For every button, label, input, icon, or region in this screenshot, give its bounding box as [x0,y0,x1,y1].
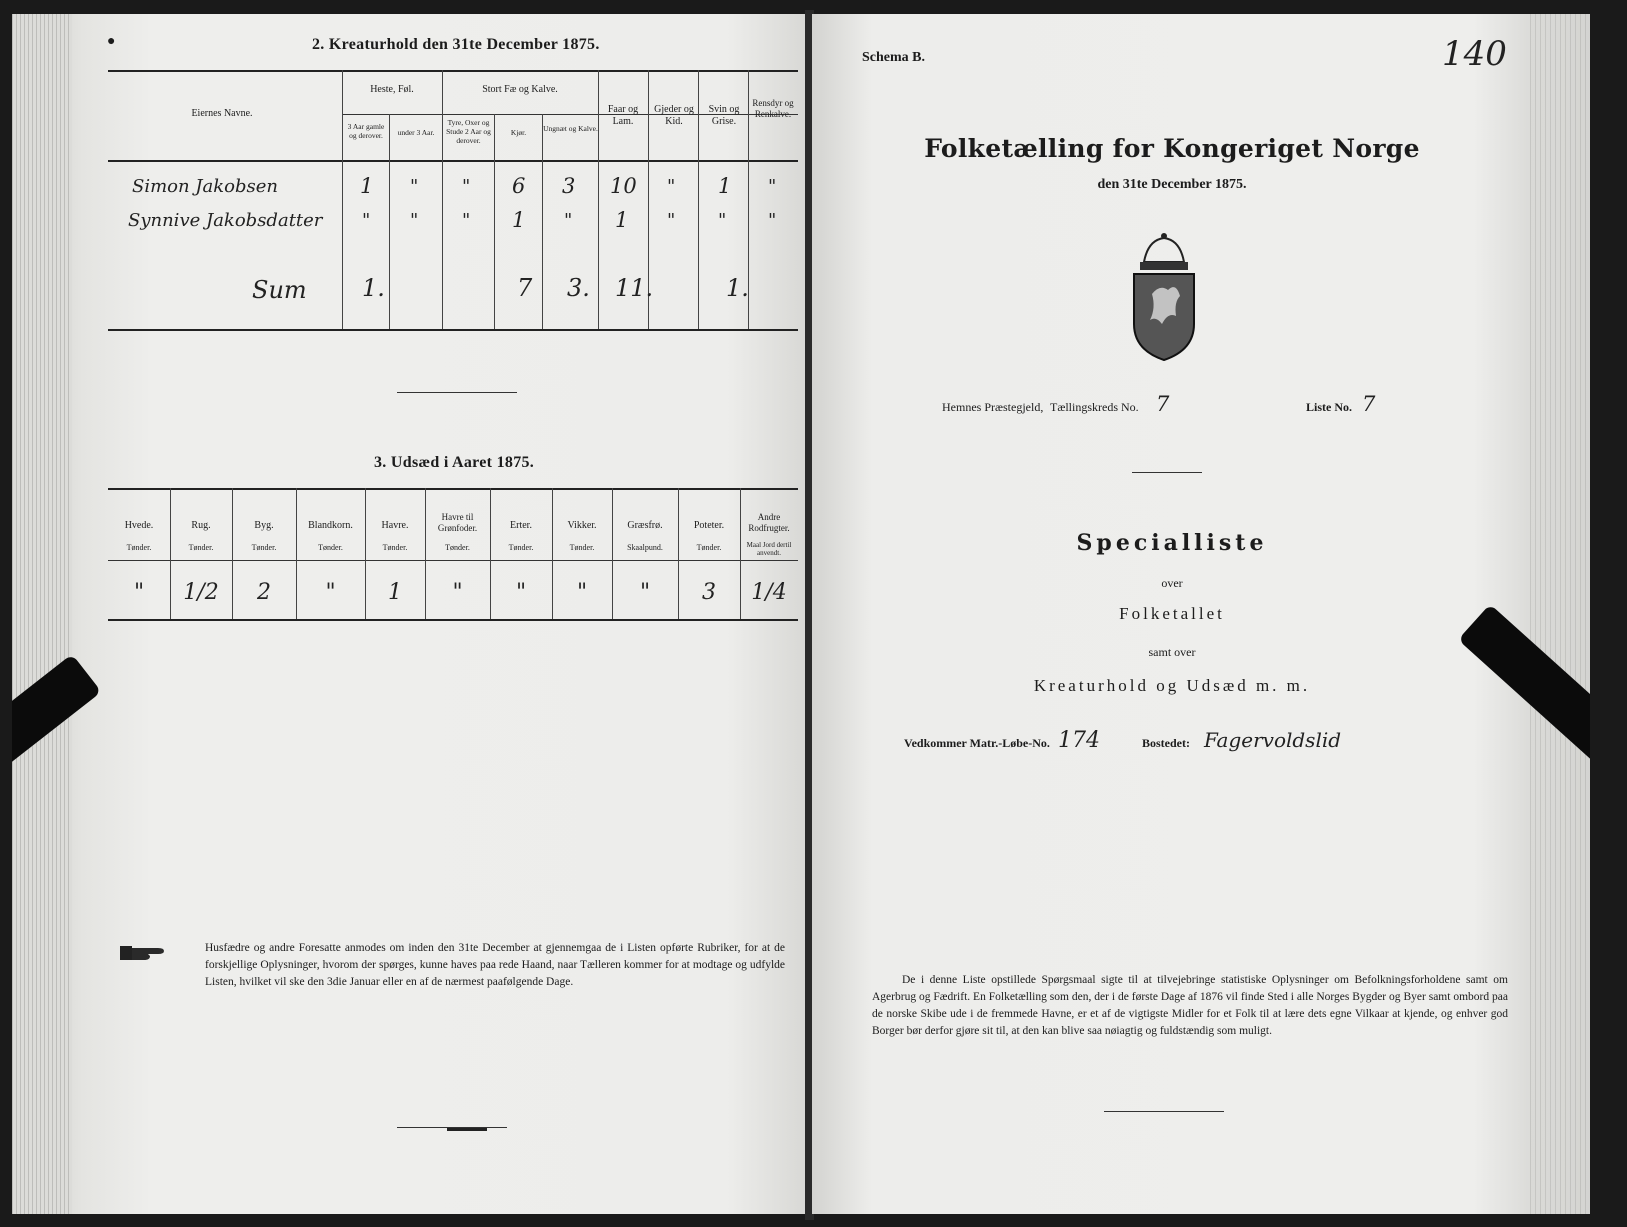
udsaed-value: " [133,580,145,605]
cell-value: " [462,176,471,197]
owner-name: Simon Jakobsen [132,176,279,197]
table-rule [108,329,798,331]
cell-value: " [718,210,727,231]
udsaed-header: Vikker. [567,520,597,531]
table-col [698,70,699,329]
udsaed-header: Havre til Grønfoder. [437,512,478,533]
sum-label: Sum [252,276,307,304]
cell-value: " [768,176,777,197]
census-date: den 31te December 1875. [1097,177,1247,192]
section3-title: 3. Udsæd i Aaret 1875. [374,454,535,471]
udsaed-unit: Tønder. [251,543,277,552]
samt-over-text: samt over [1148,645,1196,659]
table-rule [108,560,798,561]
sum-value: 1. [726,274,749,302]
cell-value: " [362,210,371,231]
udsaed-value: " [515,580,527,605]
header-horses-old: 3 Aar gamle og derover. [347,122,385,140]
purpose-text: De i denne Liste opstillede Spørgsmaal sigte til at tilvejebringe statistiske Oplysninger om Befolkningsforholdene samt om Agerbrug og Fædrift. En Folketælling som den, der i de første Dage af 1876 vil finde Sted i alle Norges Bygder og Byer samt ombord paa de norske Skibe ude i de fremmede Havne, er et af de vigtigste Midler for et Folk til at lære dets egne Vilkaar at kjende, og enhver god Borger bør derfor gjøre sit til, at den kan blive saa nøiagtig og fuldstændig som muligt. [872,974,1508,1037]
table-rule [108,70,798,72]
header-owner: Eiernes Navne. [191,108,253,119]
cell-value: 3 [562,174,576,198]
liste-label: Liste No. [1306,400,1352,414]
cell-value: " [462,210,471,231]
cell-value: " [410,210,419,231]
kreds-value: 7 [1156,392,1170,416]
header-horses-young: under 3 Aar. [397,128,435,137]
divider-mark [447,1128,487,1131]
udsaed-value: " [325,580,336,605]
udsaed-header: Erter. [510,520,532,531]
liste-value: 7 [1362,392,1376,416]
table-rule [108,488,798,490]
table-rule [108,160,798,162]
section2-title: 2. Kreaturhold den 31te December 1875. [312,36,600,53]
cell-value: 6 [512,174,526,198]
cell-value: 1 [718,174,732,198]
udsaed-value: 3 [702,580,716,605]
udsaed-unit: Tønder. [569,543,595,552]
cell-value: " [667,210,676,231]
udsaed-header: Hvede. [124,520,154,531]
pointing-hand-icon [118,942,168,969]
udsaed-unit: Maal Jord dertil anvendt. [746,541,792,557]
table-col [542,114,543,329]
divider [1104,1111,1224,1112]
sum-value: 7 [517,274,533,302]
table-col [342,70,343,329]
header-horses: Heste, Føl. [370,84,414,95]
cell-value: 10 [610,174,637,198]
header-reindeer: Rensdyr og Renkalve. [752,98,794,119]
udsaed-unit: Tønder. [318,543,343,552]
udsaed-value: " [639,580,651,605]
divider [397,392,517,393]
over-text: over [1161,576,1183,590]
coat-of-arms-icon [1122,232,1206,369]
table-col [389,114,390,329]
udsaed-value: 1 [388,580,402,605]
sum-value: 11. [615,274,654,302]
udsaed-header: Rug. [191,520,211,531]
divider [1132,472,1202,473]
udsaed-header: Andre Rodfrugter. [748,512,790,533]
bosted-value: Fagervoldslid [1204,728,1342,752]
table-rule [108,619,798,621]
udsaed-value: 2 [257,580,271,605]
udsaed-unit: Tønder. [696,543,722,552]
udsaed-header: Blandkorn. [308,520,353,531]
header-cattle-young: Ungnæt og Kalve. [543,124,598,133]
udsaed-value: 1/4 [751,580,787,605]
folketallet-heading: Folketallet [1119,604,1225,623]
cell-value: " [768,210,777,231]
udsaed-value: 1/2 [183,580,219,605]
header-pigs: Svin og Grise. [708,104,740,127]
cell-value: " [667,176,676,197]
header-cattle-bulls: Tyre, Oxer og Stude 2 Aar og derover. [446,118,491,145]
bosted-label: Bostedet: [1142,736,1190,750]
udsaed-unit: Tønder. [188,543,214,552]
page-edge [1530,14,1590,1214]
sum-value: 3. [567,274,590,302]
census-title: Folketælling for Kongeriget Norge [924,134,1420,163]
cell-value: " [410,176,419,197]
specialliste-heading: Specialliste [1076,530,1268,556]
table-col [494,114,495,329]
header-cattle-cows: Kjør. [510,128,527,137]
udsaed-unit: Skaalpund. [627,543,663,552]
prestegjeld-label: Hemnes Præstegjeld, [942,400,1044,414]
table-col [442,70,443,329]
owner-name: Synnive Jakobsdatter [128,210,323,231]
udsaed-unit: Tønder. [382,543,408,552]
matr-value: 174 [1058,728,1100,753]
udsaed-unit: Tønder. [508,543,534,552]
schema-label: Schema B. [862,50,925,65]
udsaed-header: Græsfrø. [627,520,663,531]
matr-label: Vedkommer Matr.-Løbe-No. [904,736,1050,750]
kreaturhold-heading: Kreaturhold og Udsæd m. m. [1033,676,1311,695]
kreds-label: Tællingskreds No. [1050,400,1139,414]
udsaed-unit: Tønder. [445,543,470,552]
cell-value: 1 [615,208,629,232]
udsaed-header: Byg. [254,520,274,531]
udsaed-header: Havre. [381,520,409,531]
page-edge [12,14,72,1214]
udsaed-header: Poteter. [693,520,725,531]
header-cattle: Stort Fæ og Kalve. [482,84,558,95]
cell-value: 1 [512,208,526,232]
page-number: 140 [1442,34,1507,74]
sum-value: 1. [362,274,385,302]
bullet-mark: ● [107,34,116,49]
udsaed-value: " [576,580,588,605]
cell-value: 1 [360,174,374,198]
header-sheep: Faar og Lam. [607,104,639,127]
udsaed-unit: Tønder. [126,543,152,552]
udsaed-value: " [452,580,463,605]
table-col [598,70,599,329]
right-page [812,14,1590,1214]
header-goats: Gjeder og Kid. [654,104,694,127]
household-notice: Husfædre og andre Foresatte anmodes om inden den 31te December at gjennemgaa de i Listen opførte Rubriker, for at de forskjellige Oplysninger, hvorom der spørges, kunne haves paa rede Haand, naar Tælleren kommer for at modtage og udfylde Listen, hvilket vil ske den 3die Januar eller en af de nærmest paafølgende Dage. [205,942,785,988]
left-page [12,14,807,1214]
cell-value: " [564,210,573,231]
